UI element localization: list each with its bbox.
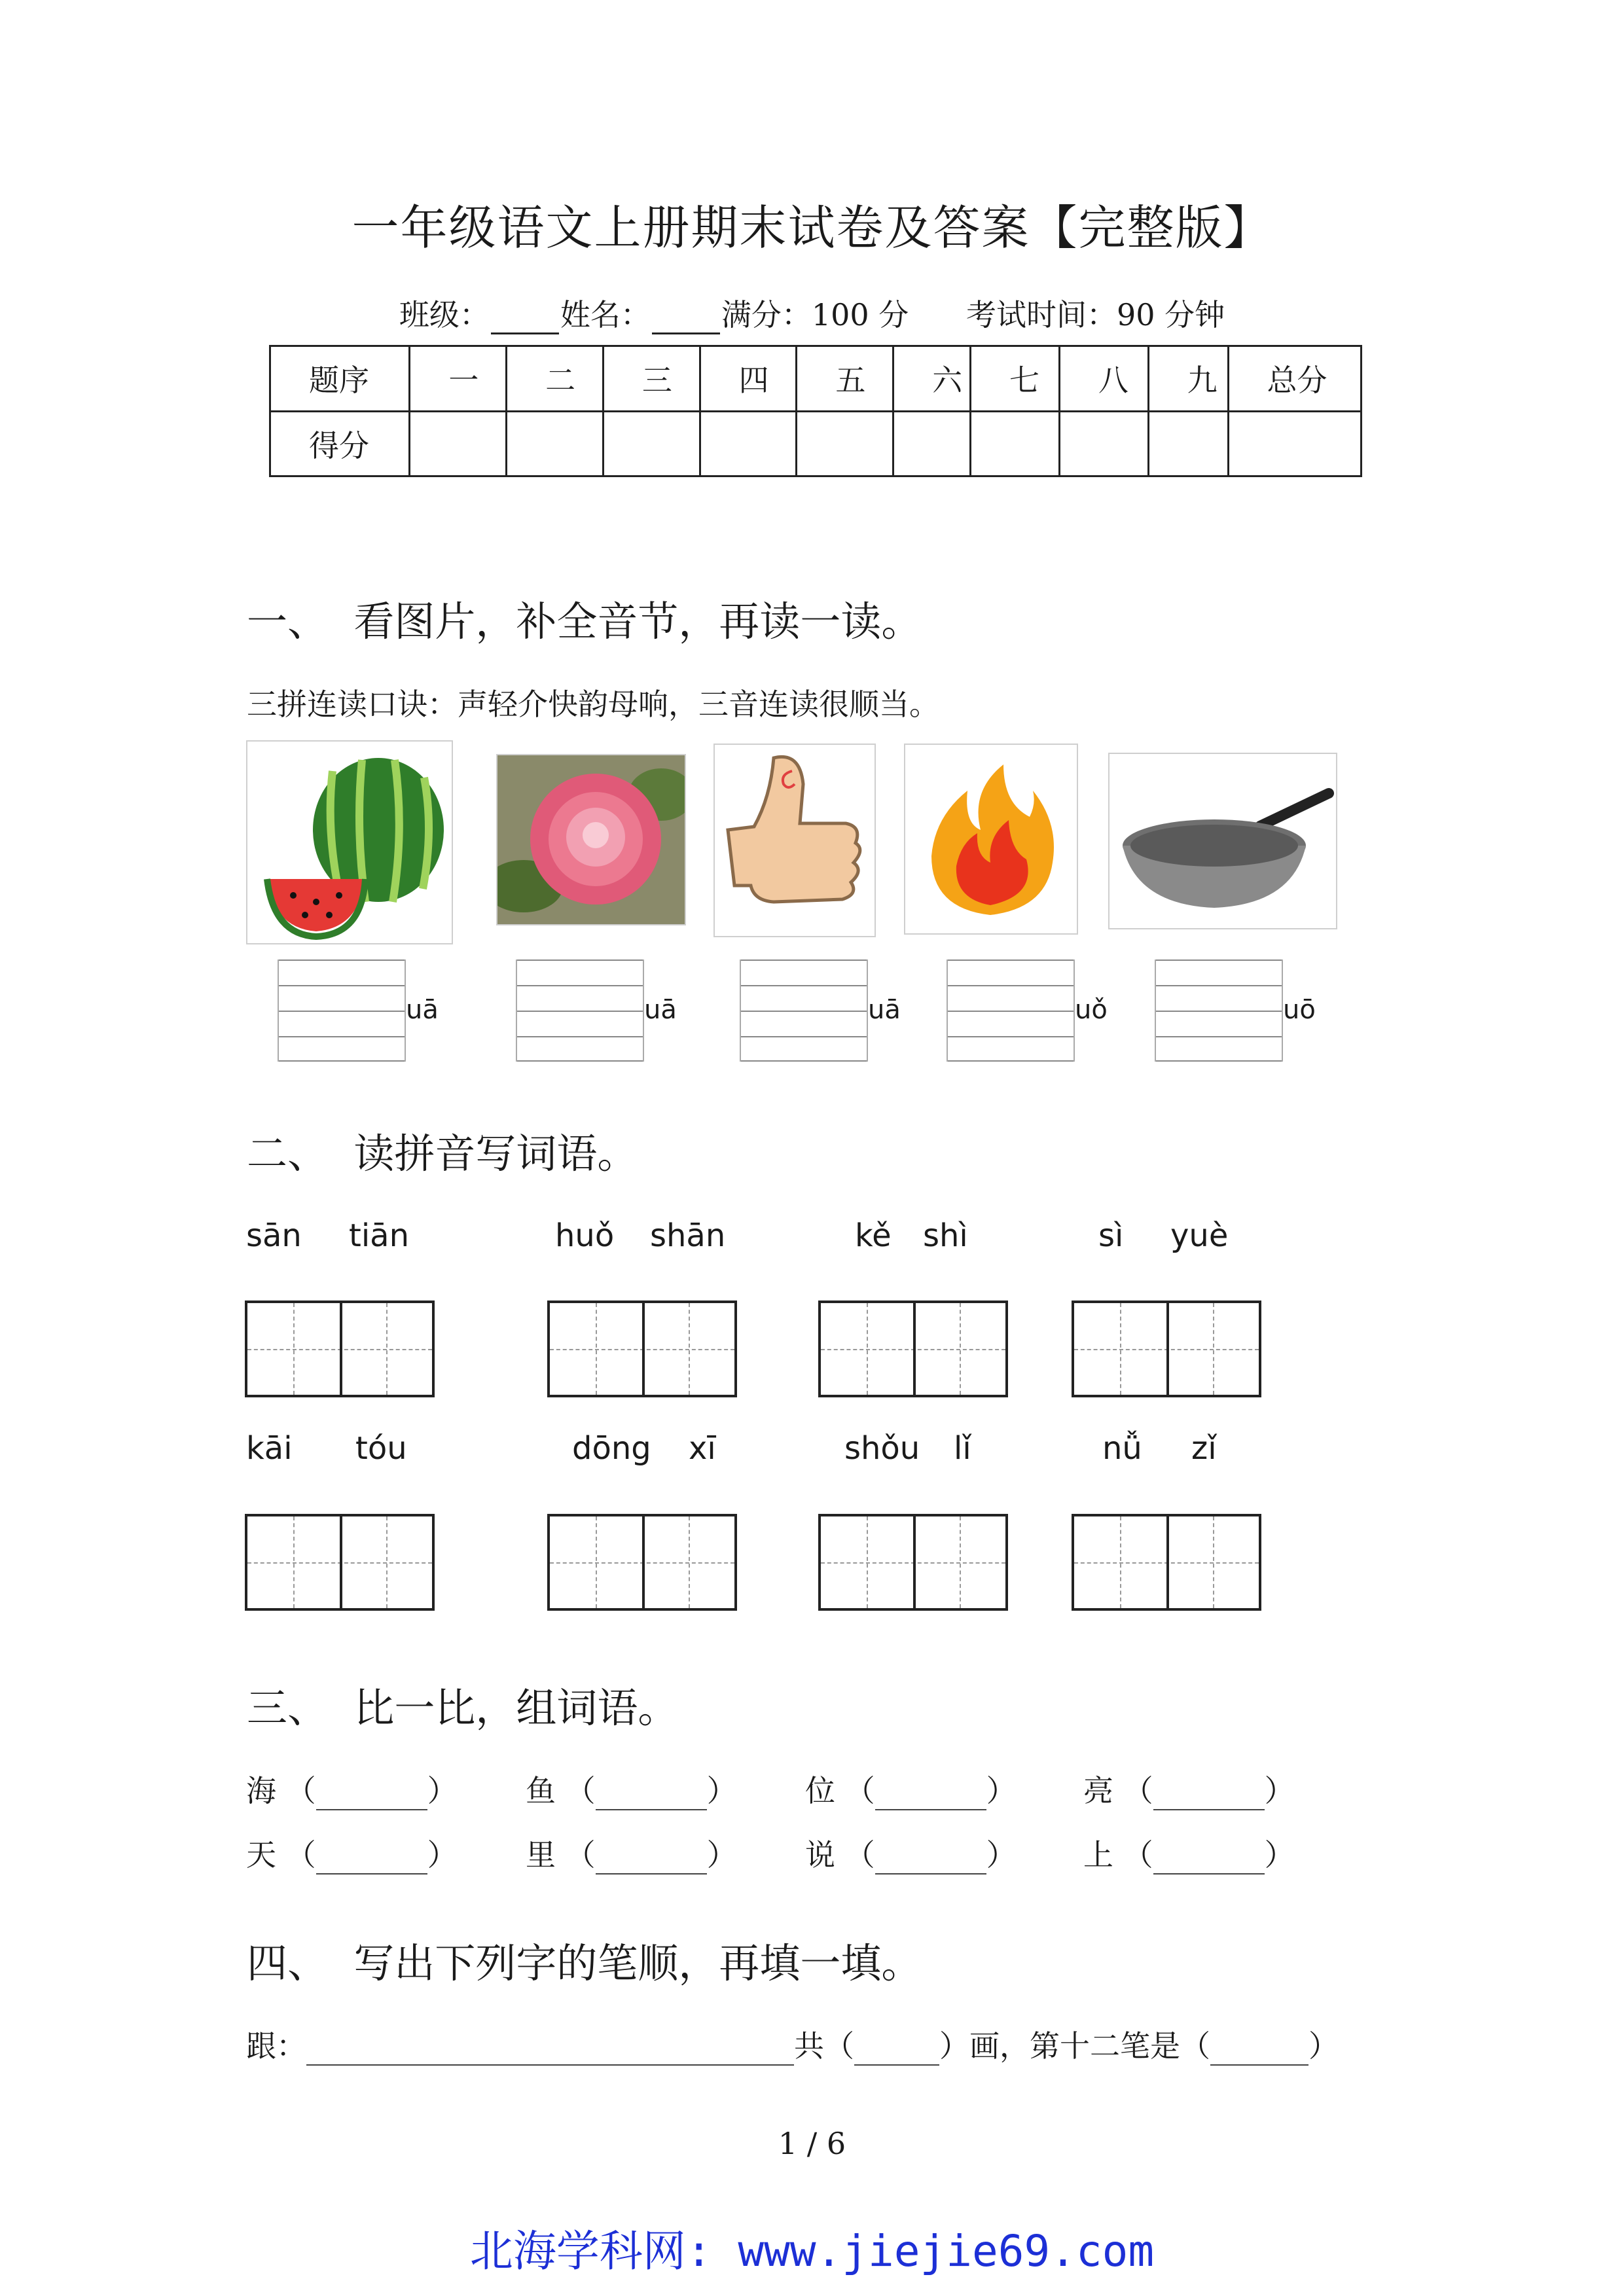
- stroke-order-blank[interactable]: [306, 2038, 794, 2066]
- score-cell[interactable]: [797, 411, 893, 476]
- character-grid[interactable]: [245, 1300, 435, 1397]
- section-1-tip: 三拼连读口诀：声轻介快韵母响，三音连读很顺当。: [247, 687, 939, 722]
- exam-time: 考试时间：90 分钟: [966, 297, 1225, 332]
- pinyin-final: uā: [644, 995, 677, 1025]
- compare-item: 海 （ ）: [246, 1767, 458, 1810]
- section-2-heading: 二、 读拼音写词语。: [247, 1130, 638, 1177]
- pinyin-syllable: sān: [246, 1217, 302, 1254]
- pinyin-box-2[interactable]: [516, 960, 677, 1062]
- pinyin-syllable: tóu: [355, 1430, 407, 1467]
- score-table-score-row: [270, 411, 1362, 476]
- character-grid[interactable]: [245, 1514, 435, 1611]
- pinyin-syllable: tiān: [349, 1217, 409, 1254]
- answer-blank[interactable]: [875, 1783, 986, 1810]
- character-grid[interactable]: [818, 1300, 1008, 1397]
- compare-char: 海: [246, 1773, 276, 1808]
- pinyin-box-4[interactable]: [947, 960, 1108, 1062]
- fire-picture: [904, 744, 1078, 935]
- pinyin-syllable: huǒ: [555, 1217, 615, 1254]
- score-cell[interactable]: [507, 411, 604, 476]
- compare-char: 鱼: [526, 1773, 556, 1808]
- character-grid[interactable]: [547, 1300, 737, 1397]
- compare-item: 鱼 （ ）: [526, 1767, 737, 1810]
- score-table-header-row: [270, 346, 1362, 412]
- table-cell: 一: [410, 346, 507, 412]
- name-blank[interactable]: [652, 304, 720, 334]
- class-label: 班级：: [399, 297, 490, 332]
- pinyin-syllable: kě: [855, 1217, 892, 1254]
- pinyin-syllable: zǐ: [1191, 1430, 1217, 1467]
- character-grid[interactable]: [818, 1514, 1008, 1611]
- table-cell: 题序: [270, 346, 410, 412]
- compare-item: 亮 （ ）: [1083, 1767, 1295, 1810]
- full-score: 满分：100 分: [721, 297, 909, 332]
- stroke-order-line: [246, 2022, 1339, 2066]
- pinyin-syllable: kāi: [246, 1430, 293, 1467]
- answer-blank[interactable]: [596, 1783, 707, 1810]
- score-cell[interactable]: [1148, 411, 1228, 476]
- table-cell: 得分: [270, 411, 410, 476]
- score-cell[interactable]: [971, 411, 1060, 476]
- pinyin-syllable: shì: [923, 1217, 968, 1254]
- table-cell: 二: [507, 346, 604, 412]
- compare-char: 上: [1083, 1837, 1113, 1873]
- twelfth-stroke-blank[interactable]: [1210, 2038, 1308, 2066]
- pinyin-syllable: xī: [689, 1430, 716, 1467]
- page-number: 1 / 6: [778, 2126, 846, 2161]
- flower-picture: [496, 754, 686, 925]
- pinyin-final: uǒ: [1075, 995, 1108, 1025]
- compare-char: 说: [805, 1837, 835, 1873]
- section-1-heading: 一、 看图片，补全音节，再读一读。: [247, 598, 922, 645]
- pinyin-box-5[interactable]: [1155, 960, 1316, 1062]
- character-grid[interactable]: [1072, 1514, 1261, 1611]
- score-cell[interactable]: [1228, 411, 1361, 476]
- pinyin-syllable: yuè: [1170, 1217, 1229, 1254]
- gong-text: 共（: [794, 2028, 854, 2064]
- compare-item: 位 （ ）: [805, 1767, 1017, 1810]
- section-3-heading: 三、 比一比，组词语。: [247, 1684, 679, 1732]
- answer-blank[interactable]: [596, 1847, 707, 1874]
- score-cell[interactable]: [893, 411, 971, 476]
- table-cell: 九: [1148, 346, 1228, 412]
- score-table: [269, 345, 1362, 477]
- name-label: 姓名：: [560, 297, 651, 332]
- wok-picture: [1108, 753, 1337, 929]
- answer-blank[interactable]: [1153, 1783, 1265, 1810]
- character-grid[interactable]: [547, 1514, 737, 1611]
- score-cell[interactable]: [603, 411, 700, 476]
- pinyin-syllable: dōng: [572, 1430, 651, 1467]
- pinyin-box-1[interactable]: [278, 960, 439, 1062]
- pinyin-syllable: shǒu: [844, 1430, 920, 1467]
- pinyin-syllable: nǚ: [1102, 1430, 1142, 1467]
- pinyin-final: uā: [406, 995, 439, 1025]
- compare-char: 天: [246, 1837, 276, 1873]
- pinyin-box-3[interactable]: [740, 960, 901, 1062]
- answer-blank[interactable]: [1153, 1847, 1265, 1874]
- compare-char: 亮: [1083, 1773, 1113, 1808]
- character-grid[interactable]: [1072, 1300, 1261, 1397]
- score-cell[interactable]: [1059, 411, 1148, 476]
- student-info-line: [0, 291, 1624, 334]
- table-cell: 六: [893, 346, 971, 412]
- table-cell: 三: [603, 346, 700, 412]
- compare-item: 里 （ ）: [526, 1831, 737, 1874]
- watermelon-picture: [246, 740, 453, 944]
- score-cell[interactable]: [410, 411, 507, 476]
- close-paren: ）: [1308, 2028, 1339, 2064]
- pinyin-syllable: sì: [1098, 1217, 1124, 1254]
- page-title: 一年级语文上册期末试卷及答案【完整版】: [352, 200, 1272, 255]
- answer-blank[interactable]: [316, 1783, 427, 1810]
- pinyin-final: uō: [1283, 995, 1316, 1025]
- stroke-char-label: 跟：: [246, 2028, 306, 2064]
- compare-item: 天 （ ）: [246, 1831, 458, 1874]
- table-cell: 四: [700, 346, 797, 412]
- stroke-count-blank[interactable]: [854, 2038, 939, 2066]
- table-cell: 七: [971, 346, 1060, 412]
- answer-blank[interactable]: [316, 1847, 427, 1874]
- answer-blank[interactable]: [875, 1847, 986, 1874]
- footer-watermark: 北海学科网: www.jiejie69.com: [469, 2226, 1155, 2276]
- compare-item: 说 （ ）: [805, 1831, 1017, 1874]
- hua-text: ）画，第十二笔是（: [939, 2028, 1210, 2064]
- compare-char: 位: [805, 1773, 835, 1808]
- table-cell: 五: [797, 346, 893, 412]
- table-cell: 八: [1059, 346, 1148, 412]
- pinyin-syllable: shān: [650, 1217, 726, 1254]
- class-blank[interactable]: [491, 304, 559, 334]
- compare-item: 上 （ ）: [1083, 1831, 1295, 1874]
- pinyin-syllable: lǐ: [954, 1430, 971, 1467]
- pinyin-final: uā: [868, 995, 901, 1025]
- table-cell: 总分: [1228, 346, 1361, 412]
- score-cell[interactable]: [700, 411, 797, 476]
- section-4-heading: 四、 写出下列字的笔顺，再填一填。: [247, 1939, 922, 1987]
- thumb-picture: [713, 744, 876, 937]
- compare-char: 里: [526, 1837, 556, 1873]
